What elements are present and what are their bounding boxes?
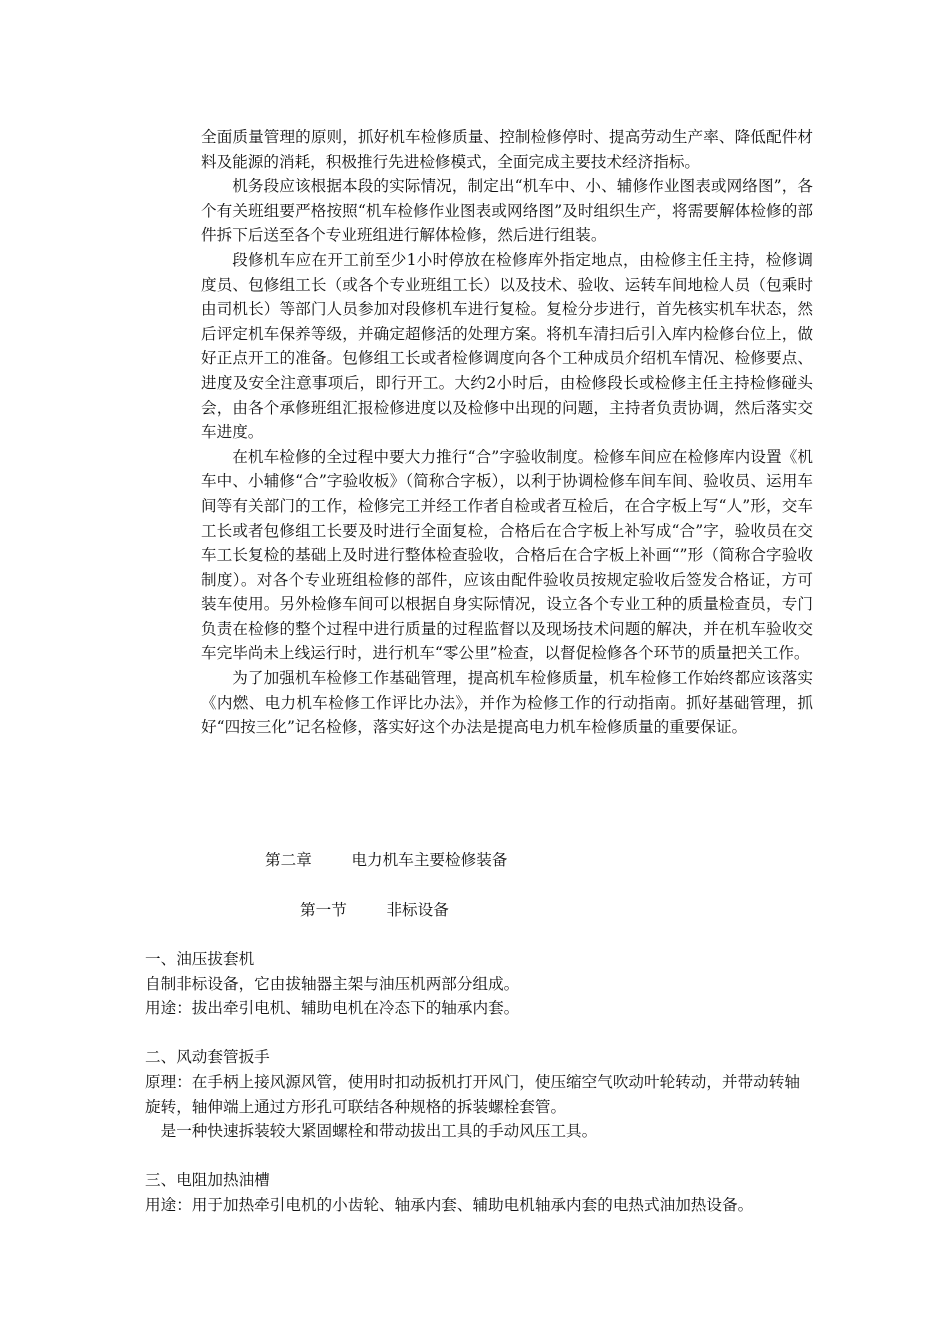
chapter-number: 第二章 bbox=[265, 851, 312, 869]
paragraph-5: 为了加强机车检修工作基础管理，提高机车检修质量，机车检修工作始终都应该落实《内燃、电力机车检修工作评比办法》，并作为检修工作的行动指南。抓好基础管理，抓好“四按三化”记名检修，落实好这个办法是提高电力机车检修质量的重要保证。 bbox=[201, 669, 813, 737]
item-line: 自制非标设备，它由拔轴器主架与油压机两部分组成。 bbox=[145, 974, 520, 993]
item-line: 用途：拔出牵引电机、辅助电机在冷态下的轴承内套。 bbox=[145, 999, 520, 1018]
section-title: 非标设备 bbox=[386, 901, 449, 919]
section-heading bbox=[300, 898, 449, 922]
item-line: 用途：用于加热牵引电机的小齿轮、轴承内套、辅助电机轴承内套的电热式油加热设备。 bbox=[145, 1195, 754, 1214]
paragraph-2: 机务段应该根据本段的实际情况，制定出“机车中、小、辅修作业图表或网络图”，各个有关班组要严格按照“机车检修作业图表或网络图”及时组织生产，将需要解体检修的部件拆下后送至各个专业班组进行解体检修，然后进行组装。 bbox=[201, 177, 813, 245]
paragraph-4: 在机车检修的全过程中要大力推行“合”字验收制度。检修车间应在检修库内设置《机车中、小辅修“合”字验收板》（简称合字板），以利于协调检修车间车间、验收员、运用车间等有关部门的工作，检修完工并经工作者自检或者互检后，在合字板上写“人”形，交车工长或者包修组工长要及时进行全面复检，合格后在合字板上补写成“合”字，验收员在交车工长复检的基础上及时进行整体检查验收，合格后在合字板上补画“”形（简称合字验收制度）。对各个专业班组检修的部件，应该由配件验收员按规定验收后签发合格证，方可装车使用。另外检修车间可以根据自身实际情况，设立各个专业工种的质量检查员，专门负责在检修的整个过程中进行质量的过程监督以及现场技术问题的解决，并在机车验收交车完毕尚未上线运行时，进行机车“零公里”检查，以督促检修各个环节的质量把关工作。 bbox=[201, 447, 813, 663]
item-heading: 三、电阻加热油槽 bbox=[145, 1171, 270, 1190]
chapter-title: 电力机车主要检修装备 bbox=[351, 851, 508, 869]
item-heading: 二、风动套管扳手 bbox=[145, 1048, 270, 1067]
paragraph-3: 段修机车应在开工前至少1小时停放在检修库外指定地点，由检修主任主持，检修调度员、包修组工长（或各个专业班组工长）以及技术、验收、运转车间地检人员（包乘时由司机长）等部门人员参加对段修机车进行复检。复检分步进行，首先核实机车状态，然后评定机车保养等级，并确定超修活的处理方案。将机车清扫后引入库内检修台位上，做好正点开工的准备。包修组工长或者检修调度向各个工种成员介绍机车情况、检修要点、进度及安全注意事项后，即行开工。大约2小时后，由检修段长或检修主任主持检修碰头会，由各个承修班组汇报检修进度以及检修中出现的问题，主持者负责协调，然后落实交车进度。 bbox=[201, 250, 813, 442]
item-heading: 一、油压拔套机 bbox=[145, 950, 255, 968]
equipment-list bbox=[145, 947, 813, 1218]
spacer bbox=[145, 1021, 813, 1046]
paragraph-1: 全面质量管理的原则，抓好机车检修质量、控制检修停时、提高劳动生产率、降低配件材料及能源的消耗，积极推行先进检修模式，全面完成主要技术经济指标。 bbox=[201, 128, 813, 171]
chapter-heading bbox=[265, 848, 507, 872]
item-note: 是一种快速拆装较大紧固螺栓和带动拔出工具的手动风压工具。 bbox=[160, 1122, 598, 1141]
section-number: 第一节 bbox=[300, 901, 347, 919]
spacer bbox=[145, 1144, 813, 1169]
body-text-block bbox=[201, 125, 813, 740]
item-line: 原理：在手柄上接风源风管，使用时扣动扳机打开风门，使压缩空气吹动叶轮转动，并带动转轴旋转，轴伸端上通过方形孔可联结各种规格的拆装螺栓套管。 bbox=[145, 1072, 800, 1116]
